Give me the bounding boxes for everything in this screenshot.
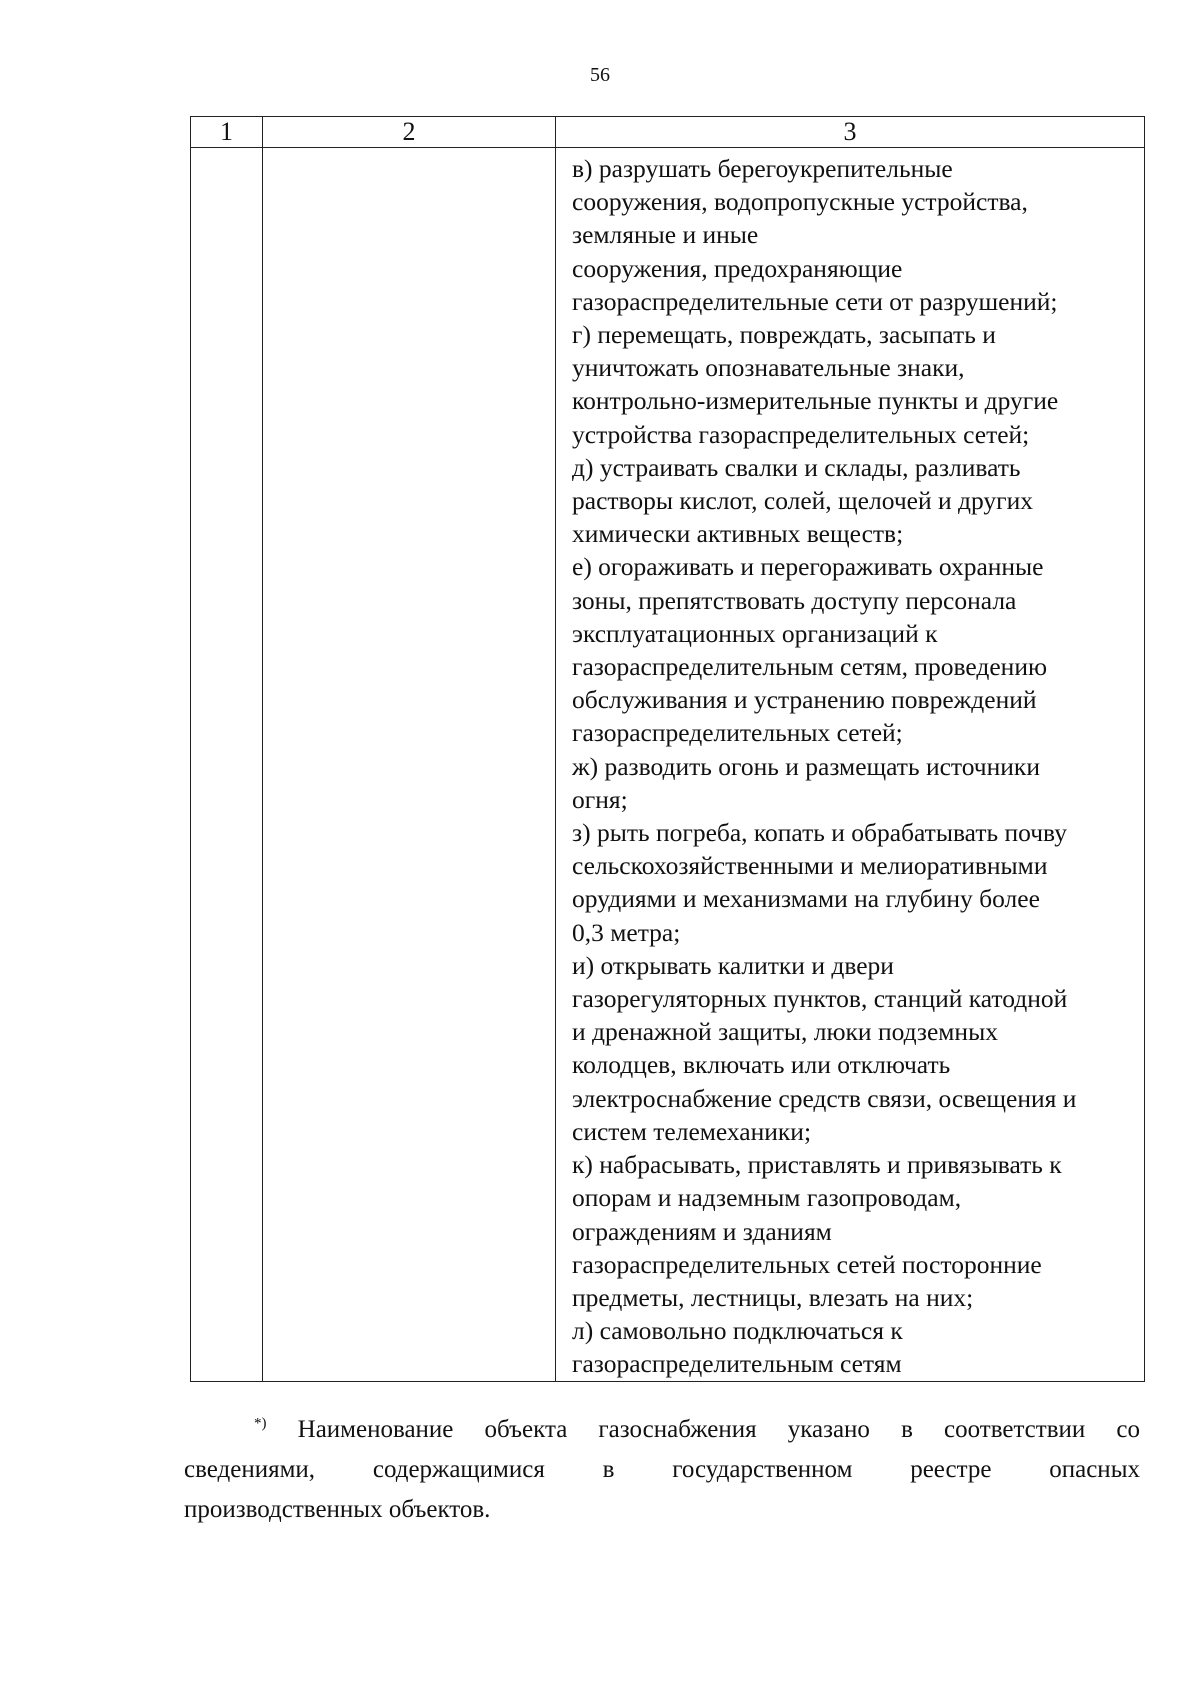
list-item-line: л) самовольно подключаться к: [572, 1316, 903, 1346]
list-item-line: колодцев, включать или отключать: [572, 1050, 951, 1080]
list-item-line: огня;: [572, 784, 628, 814]
list-item-line: в) разрушать берегоукрепительные: [572, 154, 953, 183]
list-item-line: сооружения, водопропускные устройства,: [572, 187, 1028, 217]
table-header-row: [191, 117, 1145, 148]
restrictions-table: [190, 116, 1145, 1382]
list-item-line: 0,3 метра;: [572, 917, 681, 947]
list-item-line: газораспределительным сетям: [572, 1349, 902, 1379]
list-item-line: ж) разводить огонь и размещать источники: [572, 751, 1040, 781]
column-header-3: 3: [556, 117, 1145, 148]
list-item-line: газораспределительным сетям, проведению: [572, 652, 1048, 682]
footnote-line-3: производственных объектов.: [184, 1496, 491, 1523]
page-number: 56: [590, 64, 610, 86]
list-item-line: газораспределительных сетей посторонние: [572, 1249, 1042, 1279]
footnote: [184, 1410, 1140, 1530]
list-item-line: газорегуляторных пунктов, станций катодной: [572, 984, 1068, 1014]
list-item-line: опорам и надземным газопроводам,: [572, 1183, 962, 1213]
list-item-line: к) набрасывать, приставлять и привязывать к: [572, 1150, 1062, 1180]
list-item-line: д) устраивать свалки и склады, разливать: [572, 452, 1021, 482]
list-item-line: и дренажной защиты, люки подземных: [572, 1017, 998, 1047]
list-item-line: газораспределительные сети от разрушений;: [572, 286, 1058, 316]
list-item-line: систем телемеханики;: [572, 1116, 812, 1146]
cell-col1: [191, 148, 263, 1382]
footnote-text-1: Наименование объекта газоснабжения указано в соответствии со: [297, 1416, 1140, 1443]
list-item-line: уничтожать опознавательные знаки,: [572, 353, 965, 383]
footnote-marker: *): [254, 1415, 267, 1432]
list-item-line: контрольно-измерительные пункты и другие: [572, 386, 1059, 416]
list-item-line: предметы, лестницы, влезать на них;: [572, 1282, 974, 1312]
prohibited-actions-list: [556, 148, 1144, 1381]
list-item-line: и) открывать калитки и двери: [572, 950, 894, 980]
list-item-line: электроснабжение средств связи, освещения и: [572, 1083, 1077, 1113]
list-item-line: растворы кислот, солей, щелочей и других: [572, 486, 1033, 516]
table-row: [191, 148, 1145, 1382]
cell-col2: [263, 148, 556, 1382]
list-item-line: эксплуатационных организаций к: [572, 618, 938, 648]
list-item-line: обслуживания и устранению повреждений: [572, 685, 1037, 715]
list-item-line: сооружения, предохраняющие: [572, 253, 903, 283]
footnote-line-2: сведениями, содержащимися в государственном реестре опасных: [184, 1456, 1140, 1483]
list-item-line: е) огораживать и перегораживать охранные: [572, 552, 1044, 582]
list-item-line: орудиями и механизмами на глубину более: [572, 884, 1040, 914]
list-item-line: зоны, препятствовать доступу персонала: [572, 585, 1017, 615]
cell-col3: [556, 148, 1145, 1382]
column-header-2: 2: [263, 117, 556, 148]
list-item-line: з) рыть погреба, копать и обрабатывать почву: [572, 818, 1067, 848]
list-item-line: сельскохозяйственными и мелиоративными: [572, 851, 1048, 881]
list-item-line: устройства газораспределительных сетей;: [572, 419, 1030, 449]
list-item-line: химически активных веществ;: [572, 519, 904, 549]
list-item-line: газораспределительных сетей;: [572, 718, 903, 748]
list-item-line: ограждениям и зданиям: [572, 1216, 832, 1246]
list-item-line: г) перемещать, повреждать, засыпать и: [572, 320, 996, 350]
column-header-1: 1: [191, 117, 263, 148]
list-item-line: земляные и иные: [572, 220, 759, 250]
footnote-line-1: [184, 1410, 1140, 1450]
